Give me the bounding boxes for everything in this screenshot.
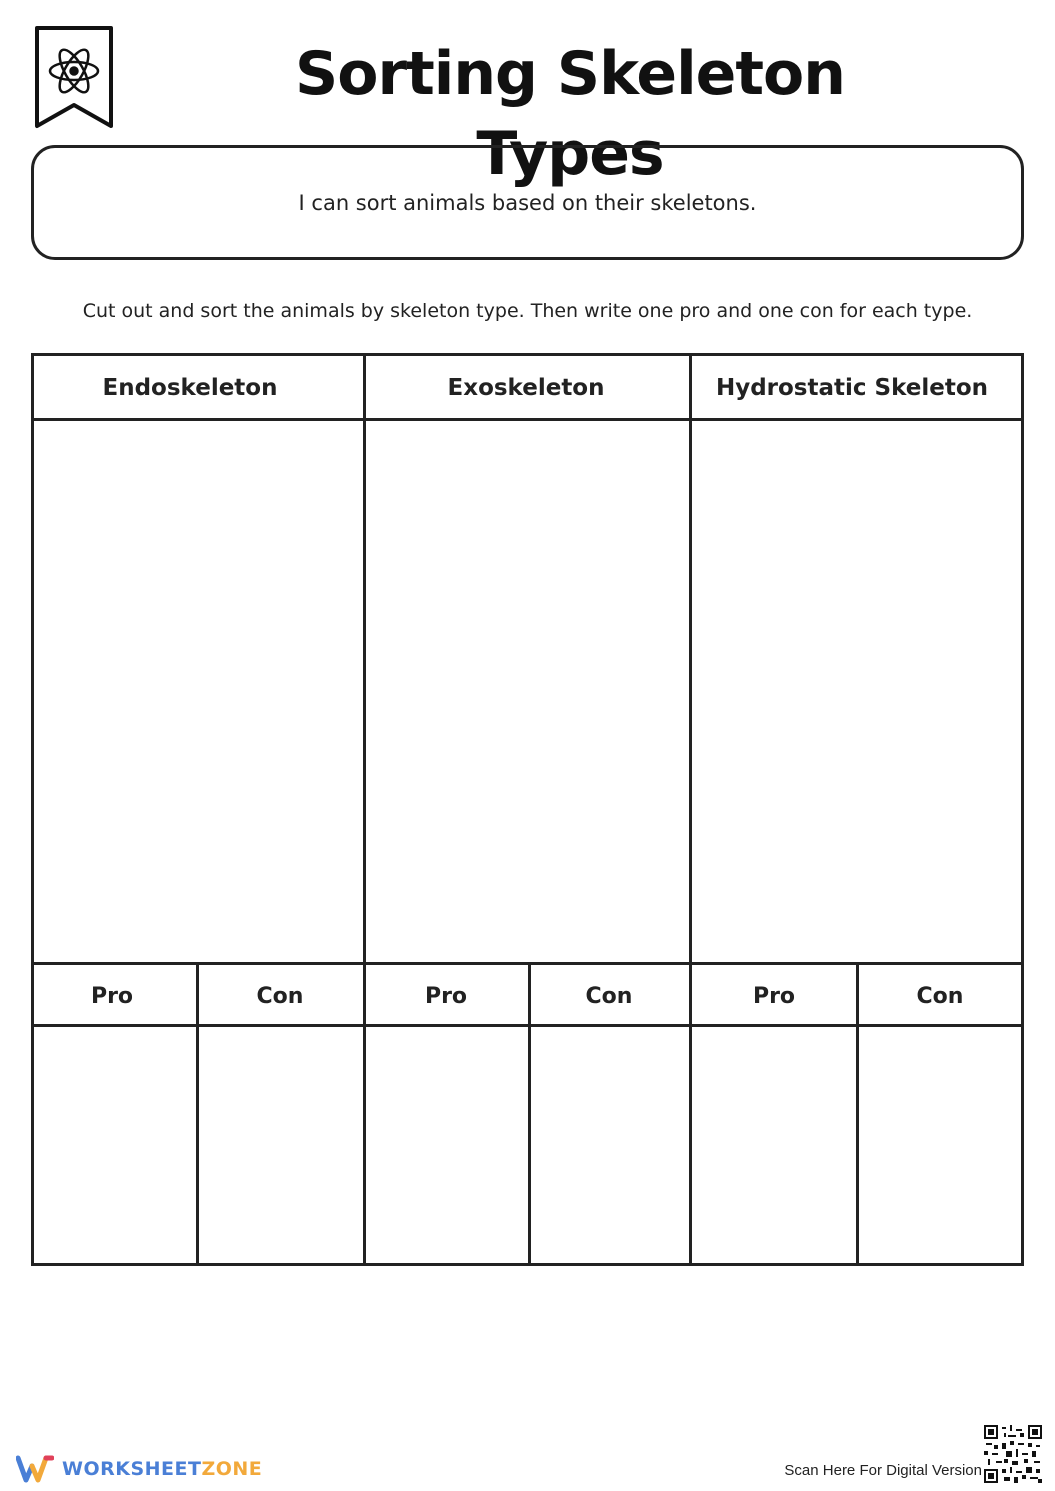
con-answer-exoskeleton[interactable] <box>531 1027 689 1263</box>
sorting-table <box>31 353 1024 1266</box>
brand-name-part2: ZONE <box>201 1458 263 1480</box>
con-answer-endoskeleton[interactable] <box>199 1027 363 1263</box>
pro-answer-endoskeleton[interactable] <box>34 1027 196 1263</box>
pro-answer-exoskeleton[interactable] <box>366 1027 528 1263</box>
header-endoskeleton: Endoskeleton <box>102 375 278 401</box>
worksheetzone-logo-icon <box>16 1454 54 1484</box>
con-answer-hydrostatic[interactable] <box>859 1027 1021 1263</box>
scan-instruction: Scan Here For Digital Version <box>784 1462 982 1479</box>
page-title: Sorting Skeleton Types <box>295 39 845 189</box>
atom-badge-icon <box>34 25 114 129</box>
pro-header-exoskeleton: Pro <box>424 983 468 1009</box>
learning-objective: I can sort animals based on their skeletons. <box>31 145 1024 260</box>
con-header-endoskeleton: Con <box>256 983 304 1009</box>
sort-area-hydrostatic-skeleton[interactable] <box>692 421 1021 962</box>
sort-area-exoskeleton[interactable] <box>366 421 689 962</box>
pro-header-endoskeleton: Pro <box>90 983 134 1009</box>
pro-answer-hydrostatic[interactable] <box>692 1027 856 1263</box>
header-hydrostatic-skeleton: Hydrostatic Skeleton <box>715 375 989 401</box>
con-header-exoskeleton: Con <box>585 983 633 1009</box>
sort-area-endoskeleton[interactable] <box>34 421 363 962</box>
header-exoskeleton: Exoskeleton <box>447 375 605 401</box>
qr-code-icon[interactable] <box>984 1425 1042 1483</box>
worksheetzone-logo <box>16 1449 262 1489</box>
instructions: Cut out and sort the animals by skeleton type. Then write one pro and one con for each type. <box>82 300 973 322</box>
con-header-hydrostatic: Con <box>916 983 964 1009</box>
brand-name-part1: WORKSHEET <box>62 1458 202 1480</box>
pro-header-hydrostatic: Pro <box>752 983 796 1009</box>
